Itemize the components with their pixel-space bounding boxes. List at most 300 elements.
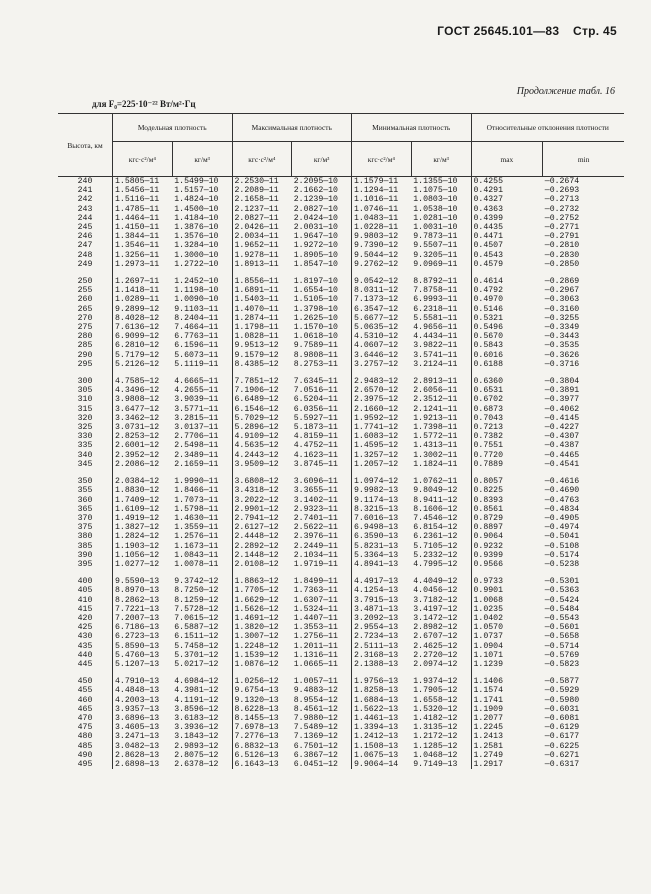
value-cell: 1.1285—12 [413,741,458,751]
value-cell: 0.8729 [471,514,543,523]
value-cell: —0.5424 [544,595,580,605]
value-cell: 1.8830—12 [113,486,173,495]
altitude-cell: 248 [77,250,93,260]
value-cell: 1.6629—12 [232,596,292,605]
value-cell: 1.4461—13 [352,714,412,723]
value-cell: 2.0827—11 [232,214,292,223]
value-cell: 7.2776—13 [232,732,292,741]
value-cell: —0.6177 [544,732,580,742]
value-cell: 1.1539—12 [232,651,292,660]
value-cell: 9.1320—13 [232,696,292,705]
value-cell: 8.9411—12 [413,495,458,505]
value-cell [232,569,292,577]
value-cell: 6.5204—11 [293,395,338,405]
value-cell: 3.6896—13 [113,714,173,723]
value-cell: 4.4752—11 [293,441,338,451]
value-cell: 7.7851—12 [232,377,292,386]
altitude-cell: 242 [77,195,93,205]
value-cell: 1.5324—11 [293,604,338,614]
value-cell: 2.3975—12 [352,395,412,404]
value-cell: 3.8745—11 [293,459,338,469]
value-cell: 3.6808—12 [232,477,292,486]
altitude-cell: 305 [77,386,93,396]
value-cell: 1.7705—12 [232,586,292,595]
value-cell: 3.9509—12 [232,460,292,469]
value-cell: 0.6360 [471,377,543,386]
value-cell: —0.5601 [544,623,580,633]
value-cell: 8.4385—12 [232,360,292,369]
value-cell: 3.2757—12 [352,360,412,369]
value-cell: 7.4664—11 [174,323,219,333]
value-cell: 0.4255 [471,177,543,187]
table-row [58,469,624,477]
unit-header: кгс·с²/м⁴ [352,142,412,177]
value-cell: 4.2443—12 [232,451,292,460]
value-cell: 1.0675—13 [352,751,412,760]
value-cell: 8.1259—12 [174,595,219,605]
value-cell: 6.9993—11 [413,295,458,305]
value-cell: 1.3394—13 [352,723,412,732]
value-cell: 0.5321 [471,314,543,323]
altitude-cell: 355 [77,486,93,496]
density-table [58,113,624,769]
altitude-cell: 495 [77,759,93,769]
table-row [58,186,624,195]
value-cell: 0.5146 [471,305,543,314]
altitude-cell: 380 [77,532,93,542]
table-row [58,577,624,586]
value-cell: 6.1596—11 [174,341,219,351]
table-row [58,295,624,304]
value-cell: 8.1455—13 [232,714,292,723]
value-cell: 6.2810—12 [113,341,173,350]
value-cell: 9.2899—12 [113,305,173,314]
value-cell [172,569,232,577]
value-cell: 8.8970—13 [113,586,173,595]
value-cell: 9.8049—12 [413,486,458,496]
value-cell: —0.6081 [544,713,580,723]
table-row [58,586,624,595]
value-cell: 3.2815—11 [174,413,219,423]
value-cell: 2.1660—12 [352,405,412,414]
value-cell: 0.9399 [471,551,543,560]
altitude-cell: 440 [77,650,93,660]
value-cell: 2.2095—10 [293,177,338,186]
value-cell: 2.3976—11 [293,532,338,542]
altitude-cell: 285 [77,341,93,351]
value-cell: 2.8982—12 [413,623,458,633]
page-header [427,24,617,38]
altitude-cell: 249 [77,259,93,269]
value-cell: —0.5174 [544,550,580,560]
table-row [58,477,624,486]
value-cell: —0.5238 [544,559,580,569]
value-cell: 6.8154—12 [413,523,458,533]
value-cell: 1.1239 [471,660,543,669]
value-cell: 3.9039—11 [174,395,219,405]
value-cell: —0.6317 [544,759,580,769]
table-row [58,605,624,614]
value-cell [543,369,624,377]
table-row [58,451,624,460]
value-cell: 9.6754—13 [232,686,292,695]
value-cell: 3.9822—11 [413,341,458,351]
altitude-cell [58,269,113,277]
value-cell: 1.2874—11 [232,314,292,323]
value-cell: 3.3655—11 [293,486,338,496]
value-cell: 2.0424—10 [293,213,338,223]
standard-number: ГОСТ 25645.101—83 [437,24,560,38]
value-cell: 1.4630—11 [174,513,219,523]
table-row [58,596,624,605]
table-row [58,614,624,623]
value-cell: 6.1511—12 [174,632,219,642]
value-cell: 1.2722—10 [174,259,219,269]
value-cell: 9.7390—12 [352,241,412,250]
value-cell: 1.7073—11 [174,495,219,505]
value-cell: —0.3535 [544,341,580,351]
value-cell: 2.0384—12 [113,477,173,486]
value-cell: 0.7382 [471,432,543,441]
altitude-cell: 375 [77,523,93,533]
value-cell [232,669,292,677]
value-cell: 5.8590—13 [113,642,173,651]
value-cell: —0.5980 [544,695,580,705]
value-cell: 4.6665—11 [174,377,219,387]
value-cell: 0.8393 [471,496,543,505]
value-cell: 1.2172—12 [413,732,458,742]
value-cell: 1.8197—10 [293,277,338,287]
value-cell: 0.4435 [471,223,543,232]
value-cell: —0.5041 [544,532,580,542]
altitude-cell [58,469,113,477]
value-cell: 6.0356—11 [293,404,338,414]
value-cell: 3.2124—11 [413,359,458,369]
table-row [58,714,624,723]
table-row [58,377,624,386]
value-cell: 2.7706—11 [174,432,219,442]
value-cell [113,669,173,677]
value-cell: —0.3160 [544,304,580,314]
value-cell: 1.6884—13 [352,696,412,705]
value-cell: 4.8159—11 [293,432,338,442]
value-cell: 1.7409—12 [113,496,173,505]
value-cell: 2.9901—12 [232,505,292,514]
value-cell [172,369,232,377]
value-cell: 2.1659—11 [174,459,219,469]
value-cell: 1.6891—11 [232,286,292,295]
value-cell: —0.5877 [544,677,580,687]
value-cell: —0.2752 [544,213,580,223]
altitude-cell: 275 [77,323,93,333]
value-cell [113,369,173,377]
table-row [58,277,624,286]
value-cell: 6.7186—13 [113,623,173,632]
dev-max-header: max [471,142,543,177]
table-row [58,341,624,350]
value-cell: 1.6083—12 [352,432,412,441]
value-cell: 2.1658—11 [232,195,292,204]
table-row [58,705,624,714]
value-cell: 8.9554—12 [293,695,338,705]
altitude-cell: 330 [77,432,93,442]
value-cell: 0.7720 [471,451,543,460]
value-cell: —0.4905 [544,513,580,523]
value-cell: 5.7179—12 [113,351,173,360]
value-cell: 6.5887—12 [174,623,219,633]
altitude-cell: 455 [77,686,93,696]
value-cell: 1.9719—11 [293,559,338,569]
value-cell: 2.8913—11 [413,377,458,387]
value-cell: 1.2697—11 [113,277,173,286]
value-cell: 1.1824—11 [413,459,458,469]
value-cell: 3.4197—12 [413,604,458,614]
value-cell: 1.8556—11 [232,277,292,286]
table-row [58,632,624,641]
value-cell: 1.0468—12 [413,750,458,760]
value-cell: 1.3256—11 [113,251,173,260]
value-cell [352,469,412,477]
table-row [58,214,624,223]
value-cell: 5.7458—12 [174,641,219,651]
value-cell: 9.9982—13 [352,486,412,495]
value-cell: 5.1119—11 [174,359,219,369]
value-cell: 2.0426—11 [232,223,292,232]
value-cell: 1.3257—12 [352,451,412,460]
value-cell: 1.1071 [471,651,543,660]
unit-header: кг/м³ [411,142,471,177]
value-cell: 1.1903—12 [113,542,173,551]
value-cell: 4.3496—12 [113,386,173,395]
value-cell: 1.3546—11 [113,241,173,250]
altitude-cell: 350 [77,477,93,487]
value-cell: 0.4792 [471,286,543,295]
value-cell: 0.5843 [471,341,543,350]
altitude-cell: 280 [77,332,93,342]
altitude-cell: 247 [77,241,93,251]
value-cell: 8.2404—11 [174,313,219,323]
value-cell: 2.2086—12 [113,460,173,469]
value-cell: —0.4145 [544,413,580,423]
altitude-cell: 425 [77,623,93,633]
altitude-cell: 243 [77,204,93,214]
value-cell: 8.8792—11 [413,277,458,287]
value-cell: —0.2810 [544,241,580,251]
value-cell: 1.3284—10 [174,241,219,251]
value-cell [352,269,412,277]
value-cell: 3.7915—13 [352,596,412,605]
value-cell: —0.4834 [544,504,580,514]
altitude-cell: 240 [77,177,93,186]
altitude-cell: 445 [77,659,93,669]
value-cell: 1.3876—10 [174,223,219,233]
value-cell: 1.9374—12 [413,677,458,687]
table-row [58,314,624,323]
table-body [58,177,624,770]
value-cell: —0.2791 [544,232,580,242]
value-cell: 2.5111—13 [352,642,412,651]
value-cell: 0.5670 [471,332,543,341]
value-cell: 3.2471—13 [113,732,173,741]
value-cell: 1.4070—11 [232,305,292,314]
value-cell: 3.1402—11 [293,495,338,505]
altitude-cell: 290 [77,350,93,360]
table-row [58,542,624,551]
value-cell: 1.3820—12 [232,623,292,632]
value-cell: 4.7585—12 [113,377,173,386]
table-row [58,551,624,560]
altitude-cell: 385 [77,541,93,551]
value-cell: 4.5635—12 [232,441,292,450]
value-cell: 1.0277—12 [113,560,173,569]
value-cell [543,469,624,477]
value-cell: 6.3867—12 [293,750,338,760]
value-cell: 6.1546—12 [232,405,292,414]
value-cell: 1.2917 [471,760,543,769]
value-cell: 3.4871—13 [352,605,412,614]
value-cell: 8.6228—13 [232,705,292,714]
value-cell [232,369,292,377]
value-cell: 4.4848—13 [113,686,173,695]
value-cell: 3.6183—12 [174,713,219,723]
value-cell: 6.7501—12 [293,741,338,751]
value-cell: 1.9272—10 [293,241,338,251]
altitude-cell: 270 [77,313,93,323]
value-cell: 2.1388—13 [352,660,412,669]
value-cell: 6.5126—13 [232,751,292,760]
altitude-header: Высота, км [58,114,113,177]
value-cell: 4.9656—11 [413,323,458,333]
value-cell: 6.1643—13 [232,760,292,769]
value-cell: 0.7043 [471,414,543,423]
value-cell [543,569,624,577]
value-cell: 1.7741—12 [352,423,412,432]
value-cell [232,269,292,277]
table-row [58,241,624,250]
value-cell: 7.1906—12 [232,386,292,395]
value-cell: 1.4824—10 [174,195,219,205]
value-cell: 2.6001—12 [113,441,173,450]
value-cell: 7.8758—11 [413,286,458,296]
value-cell: 6.7763—11 [174,332,219,342]
value-cell: 1.2973—11 [113,260,173,269]
value-cell: 1.4313—11 [413,441,458,451]
value-cell: 0.4327 [471,195,543,204]
value-cell: 1.0078—11 [174,559,219,569]
value-cell: 2.9893—12 [174,741,219,751]
value-cell: 1.9647—10 [293,232,338,242]
value-cell: 2.1662—10 [293,186,338,196]
value-cell: 2.2892—12 [232,542,292,551]
value-cell: 1.5105—10 [293,295,338,305]
altitude-cell: 485 [77,741,93,751]
value-cell: 1.3827—12 [113,523,173,532]
value-cell: —0.5929 [544,686,580,696]
altitude-cell: 395 [77,559,93,569]
value-cell: 2.6127—12 [232,523,292,532]
value-cell [471,469,543,477]
value-cell: 3.0137—11 [174,423,219,433]
value-cell: 7.1369—12 [293,732,338,742]
table-row [58,423,624,432]
value-cell: 1.0289—11 [113,295,173,304]
value-cell: 4.0456—12 [413,586,458,596]
value-cell: 6.6489—12 [232,395,292,404]
value-cell: 9.4883—12 [293,686,338,696]
value-cell [292,269,352,277]
value-cell: —0.2967 [544,286,580,296]
value-cell: 1.0737 [471,632,543,641]
altitude-cell: 390 [77,550,93,560]
value-cell: —0.4387 [544,441,580,451]
value-cell: 1.9990—11 [174,477,219,487]
value-cell: 2.9323—11 [293,504,338,514]
value-cell: 6.2361—12 [413,532,458,542]
value-cell: 4.9109—12 [232,432,292,441]
value-cell: 2.9483—12 [352,377,412,386]
altitude-cell: 430 [77,632,93,642]
value-cell: —0.5714 [544,641,580,651]
value-cell: 4.5310—12 [352,332,412,341]
value-cell: 1.3007—12 [232,632,292,641]
value-cell: 9.5507—11 [413,241,458,251]
table-row [58,686,624,695]
table-row [58,205,624,214]
altitude-cell: 250 [77,277,93,287]
value-cell [471,369,543,377]
value-cell: 6.9498—13 [352,523,412,532]
value-cell [352,569,412,577]
value-cell: 3.3462—12 [113,414,173,423]
value-cell: 0.9733 [471,577,543,586]
value-cell [543,269,624,277]
table-row [58,523,624,532]
altitude-cell: 335 [77,441,93,451]
value-cell: 5.8231—13 [352,542,412,551]
value-cell: —0.3804 [544,377,580,387]
value-cell: 5.5581—11 [413,313,458,323]
value-cell: 5.1873—11 [293,423,338,433]
value-cell: 0.8897 [471,523,543,532]
value-cell: 5.2896—12 [232,423,292,432]
value-cell: 3.3936—12 [174,723,219,733]
value-cell: 3.2022—12 [232,496,292,505]
value-cell: 0.5496 [471,323,543,332]
value-cell: 1.0828—11 [232,332,292,341]
table-row [58,386,624,395]
value-cell [172,669,232,677]
altitude-cell: 325 [77,423,93,433]
value-cell: 6.2318—11 [413,304,458,314]
value-cell: 1.0570 [471,623,543,632]
value-cell: 1.1909 [471,705,543,714]
value-cell: —0.4616 [544,477,580,487]
table-row [58,369,624,377]
value-cell: 5.2332—12 [413,550,458,560]
value-cell: 2.1448—12 [232,551,292,560]
value-cell: 5.2126—12 [113,360,173,369]
value-cell: 0.4614 [471,277,543,286]
table-row [58,305,624,314]
page-number: Стр. 45 [573,24,617,38]
altitude-cell: 320 [77,413,93,423]
value-cell: 7.6136—12 [113,323,173,332]
table-row [58,669,624,677]
value-cell [471,669,543,677]
unit-header: кг/м³ [172,142,232,177]
value-cell: 9.5590—13 [113,577,173,586]
altitude-cell: 300 [77,377,93,387]
